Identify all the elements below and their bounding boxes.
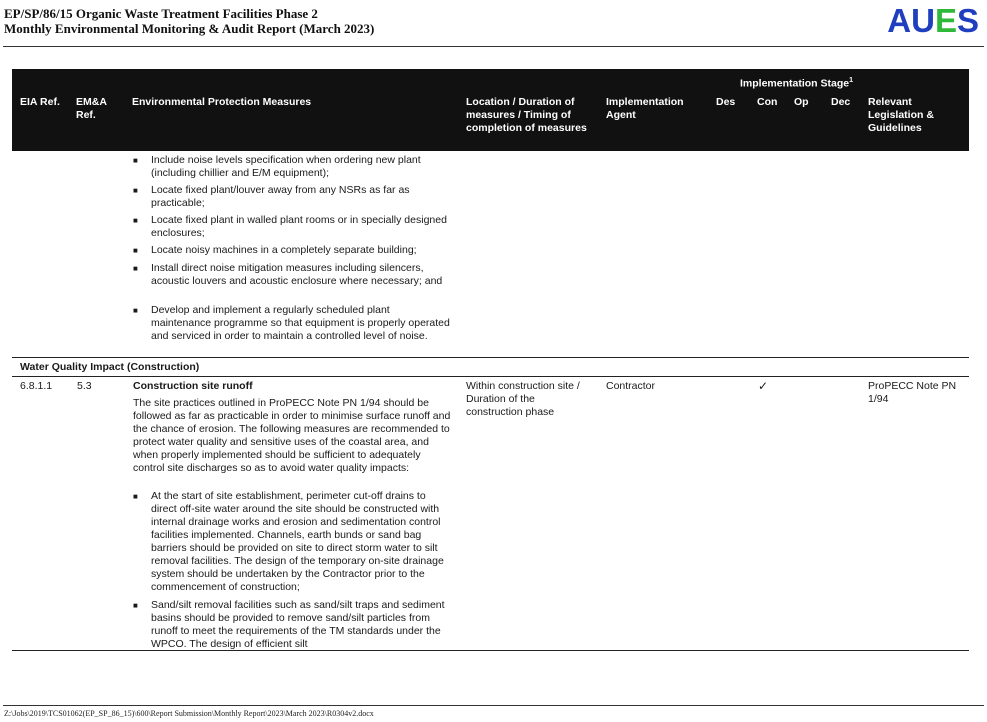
col-dec: Dec [831,96,851,108]
table-bottom-border [12,650,969,651]
list-item: ■ Locate fixed plant/louver away from any NSRs as far as practicable; [133,184,410,209]
measure-title: Construction site runoff [133,380,253,392]
con-checkmark-icon: ✓ [758,379,769,393]
report-title: Monthly Environmental Monitoring & Audit Report (March 2023) [4,21,375,36]
col-eia-ref: EIA Ref. [20,96,60,108]
list-item: ■ Install direct noise mitigation measures including silencers, acoustic louvers and acoustic enclosure where necessary; and [133,262,443,287]
bullet-square-icon: ■ [133,492,138,501]
row-eia-ref: 6.8.1.1 [20,380,53,392]
list-item: ■ Locate fixed plant in walled plant rooms or in specially designed enclosures; [133,214,447,239]
bullet-square-icon: ■ [133,186,138,195]
logo-letter-e: E [934,2,957,39]
bullet-square-icon: ■ [133,601,138,610]
measure-description: The site practices outlined in ProPECC Note PN 1/94 should be followed as far as practicable in order to minimise surface runoff and the chance of erosion. The following measures are recommended to protect water quality and sensitive uses of the coastal area, and when properly implemented should be sufficient to adequately control site discharges so as to avoid water quality impacts: [133,397,451,474]
list-item: ■ At the start of site establishment, perimeter cut-off drains to direct off-site water around the site should be constructed with internal drainage works and erosion and sedimentation control facilities implemented. Channels, earth bunds or sand bag barriers should be provided on site to direct storm water to silt removal facilities. The design of the temporary on-site drainage system should be undertaken by the Contractor prior to the commencement of construction; [133,490,444,593]
list-item: ■ Include noise levels specification when ordering new plant (including chillier and E/M equipment); [133,154,421,179]
col-des: Des [716,96,736,108]
project-title: EP/SP/86/15 Organic Waste Treatment Facilities Phase 2 [4,6,318,21]
list-item: ■ Locate noisy machines in a completely separate building; [133,244,417,256]
col-con: Con [757,96,778,108]
bullet-square-icon: ■ [133,306,138,315]
col-legislation: Relevant Legislation & Guidelines [868,96,934,134]
row-agent: Contractor [606,380,656,392]
col-agent: Implementation Agent [606,96,684,121]
col-location: Location / Duration of measures / Timing of completion of measures [466,96,587,134]
row-divider [12,357,969,358]
logo-letter-u: U [911,2,935,39]
row-divider [12,376,969,377]
list-item: ■ Sand/silt removal facilities such as sand/silt traps and sediment basins should be provided to remove sand/silt particles from runoff to meet the requirements of the TM standards under the WPCO. The design of efficient silt [133,599,445,650]
implementation-stage-heading: Implementation Stage$^1$ [739,77,853,90]
footer-divider [3,705,984,706]
col-ema-ref: EM&A Ref. [76,96,107,121]
bullet-square-icon: ■ [133,156,138,165]
logo-letter-s: S [956,2,979,39]
bullet-square-icon: ■ [133,246,138,255]
document-header [4,6,374,36]
col-op: Op [794,96,809,108]
table-header [12,69,969,151]
aues-logo [887,2,979,40]
row-legislation: ProPECC Note PN 1/94 [868,380,957,405]
row-location: Within construction site / Duration of the construction phase [466,380,580,418]
bullet-square-icon: ■ [133,264,138,273]
list-item: ■ Develop and implement a regularly scheduled plant maintenance programme so that equipment is properly operated and serviced in order to maintain a controlled level of noise. [133,304,450,342]
header-divider [3,46,984,47]
logo-letter-a: A [887,2,912,39]
bullet-square-icon: ■ [133,216,138,225]
file-path: Z:\Jobs\2019\TCS01062(EP_SP_86_15)\600\Report Submission\Monthly Report\2023\March 2023\R0304v2.docx [4,709,374,718]
section-heading: Water Quality Impact (Construction) [20,361,200,373]
col-measures: Environmental Protection Measures [132,96,312,108]
row-ema-ref: 5.3 [77,380,92,392]
